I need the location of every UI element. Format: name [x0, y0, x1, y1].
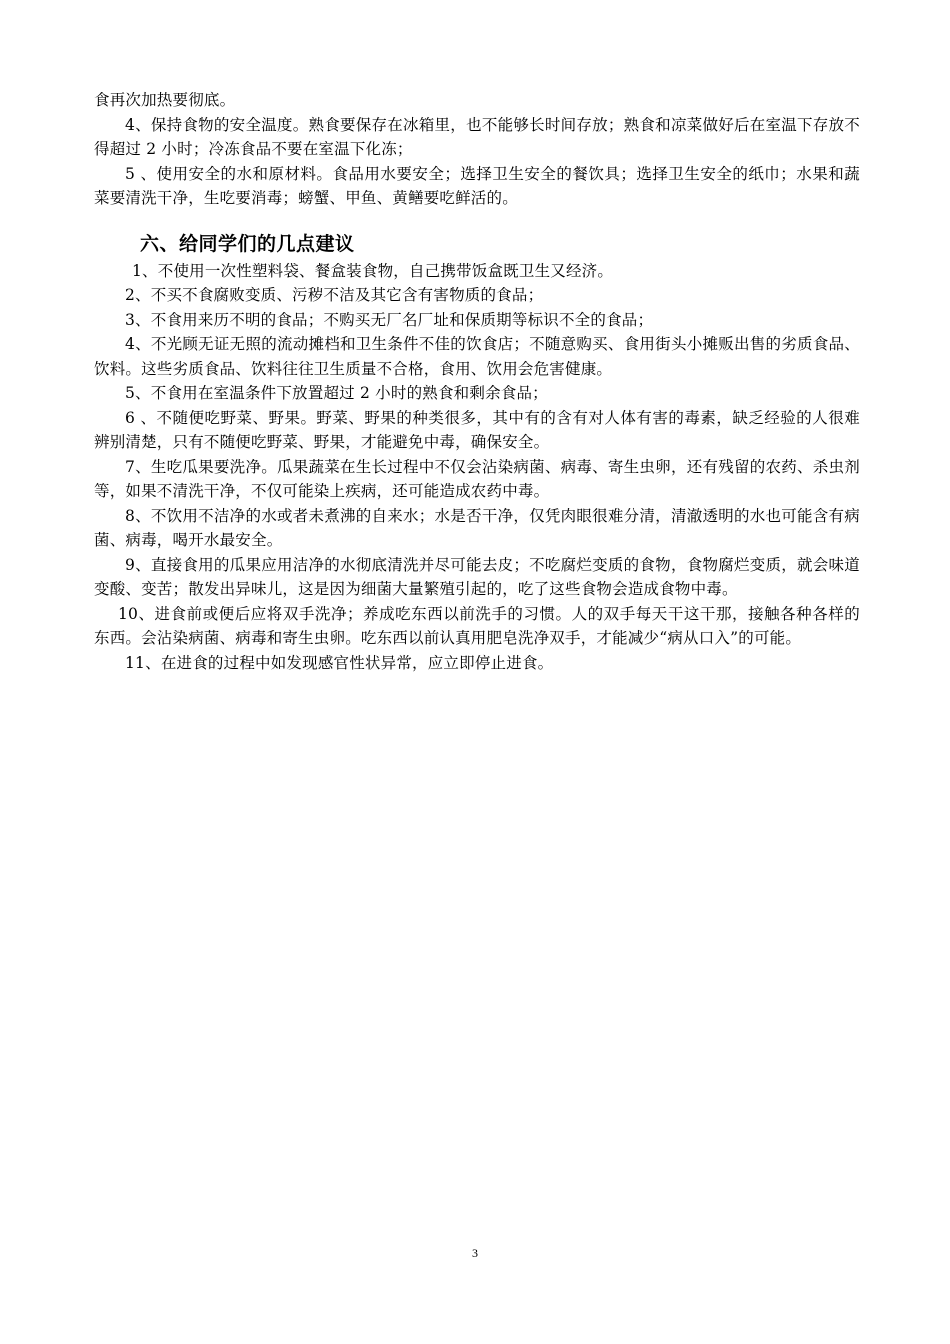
suggestion-3: 3、不食用来历不明的食品；不购买无厂名厂址和保质期等标识不全的食品；: [125, 310, 654, 329]
paragraph-continuation: 食再次加热要彻底。: [94, 91, 236, 109]
suggestion-2: 2、不买不食腐败变质、污秽不洁及其它含有害物质的食品；: [125, 286, 544, 304]
suggestion-4: 4、不光顾无证无照的流动摊档和卫生条件不佳的饮食店；不随意购买、食用街头小摊贩出售的劣质食品、饮料。这些劣质食品、饮料往往卫生质量不合格，食用、饮用会危害健康。: [94, 335, 860, 378]
suggestion-11: 11、在进食的过程中如发现感官性状异常，应立即停止进食。: [125, 653, 554, 672]
paragraph-item-4: 4、保持食物的安全温度。熟食要保存在冰箱里，也不能够长时间存放；熟食和凉菜做好后在室温下存放不得超过 2 小时；冷冻食品不要在室温下化冻；: [94, 115, 860, 158]
suggestion-5: 5、不食用在室温条件下放置超过 2 小时的熟食和剩余食品；: [125, 384, 548, 402]
section-heading: 六、给同学们的几点建议: [140, 232, 355, 255]
suggestion-1: 1、不使用一次性塑料袋、餐盒装食物，自己携带饭盒既卫生又经济。: [132, 261, 614, 280]
suggestion-6: 6 、不随便吃野菜、野果。野菜、野果的种类很多，其中有的含有对人体有害的毒素，缺乏经验的人很难辨别清楚，只有不随便吃野菜、野果，才能避免中毒，确保安全。: [94, 408, 860, 451]
paragraph-item-5: 5 、使用安全的水和原材料。食品用水要安全；选择卫生安全的餐饮具；选择卫生安全的纸巾；水果和蔬菜要清洗干净，生吃要消毒；螃蟹、甲鱼、黄鳝要吃鲜活的。: [94, 164, 860, 207]
suggestion-9: 9、直接食用的瓜果应用洁净的水彻底清洗并尽可能去皮；不吃腐烂变质的食物，食物腐烂变质，就会味道变酸、变苦；散发出异味儿，这是因为细菌大量繁殖引起的，吃了这些食物会造成食物中毒。: [94, 555, 860, 598]
page-body: [94, 88, 860, 675]
page-number: 3: [472, 1246, 478, 1260]
suggestion-10: 10、进食前或便后应将双手洗净；养成吃东西以前洗手的习惯。人的双手每天干这干那，接触各种各样的东西。会沾染病菌、病毒和寄生虫卵。吃东西以前认真用肥皂洗净双手，才能减少“病从口入”的可能。: [94, 604, 860, 647]
suggestion-7: 7、生吃瓜果要洗净。瓜果蔬菜在生长过程中不仅会沾染病菌、病毒、寄生虫卵，还有残留的农药、杀虫剂等，如果不清洗干净，不仅可能染上疾病，还可能造成农药中毒。: [94, 457, 860, 500]
suggestion-8: 8、不饮用不洁净的水或者未煮沸的自来水；水是否干净，仅凭肉眼很难分清，清澈透明的水也可能含有病菌、病毒，喝开水最安全。: [94, 506, 860, 549]
